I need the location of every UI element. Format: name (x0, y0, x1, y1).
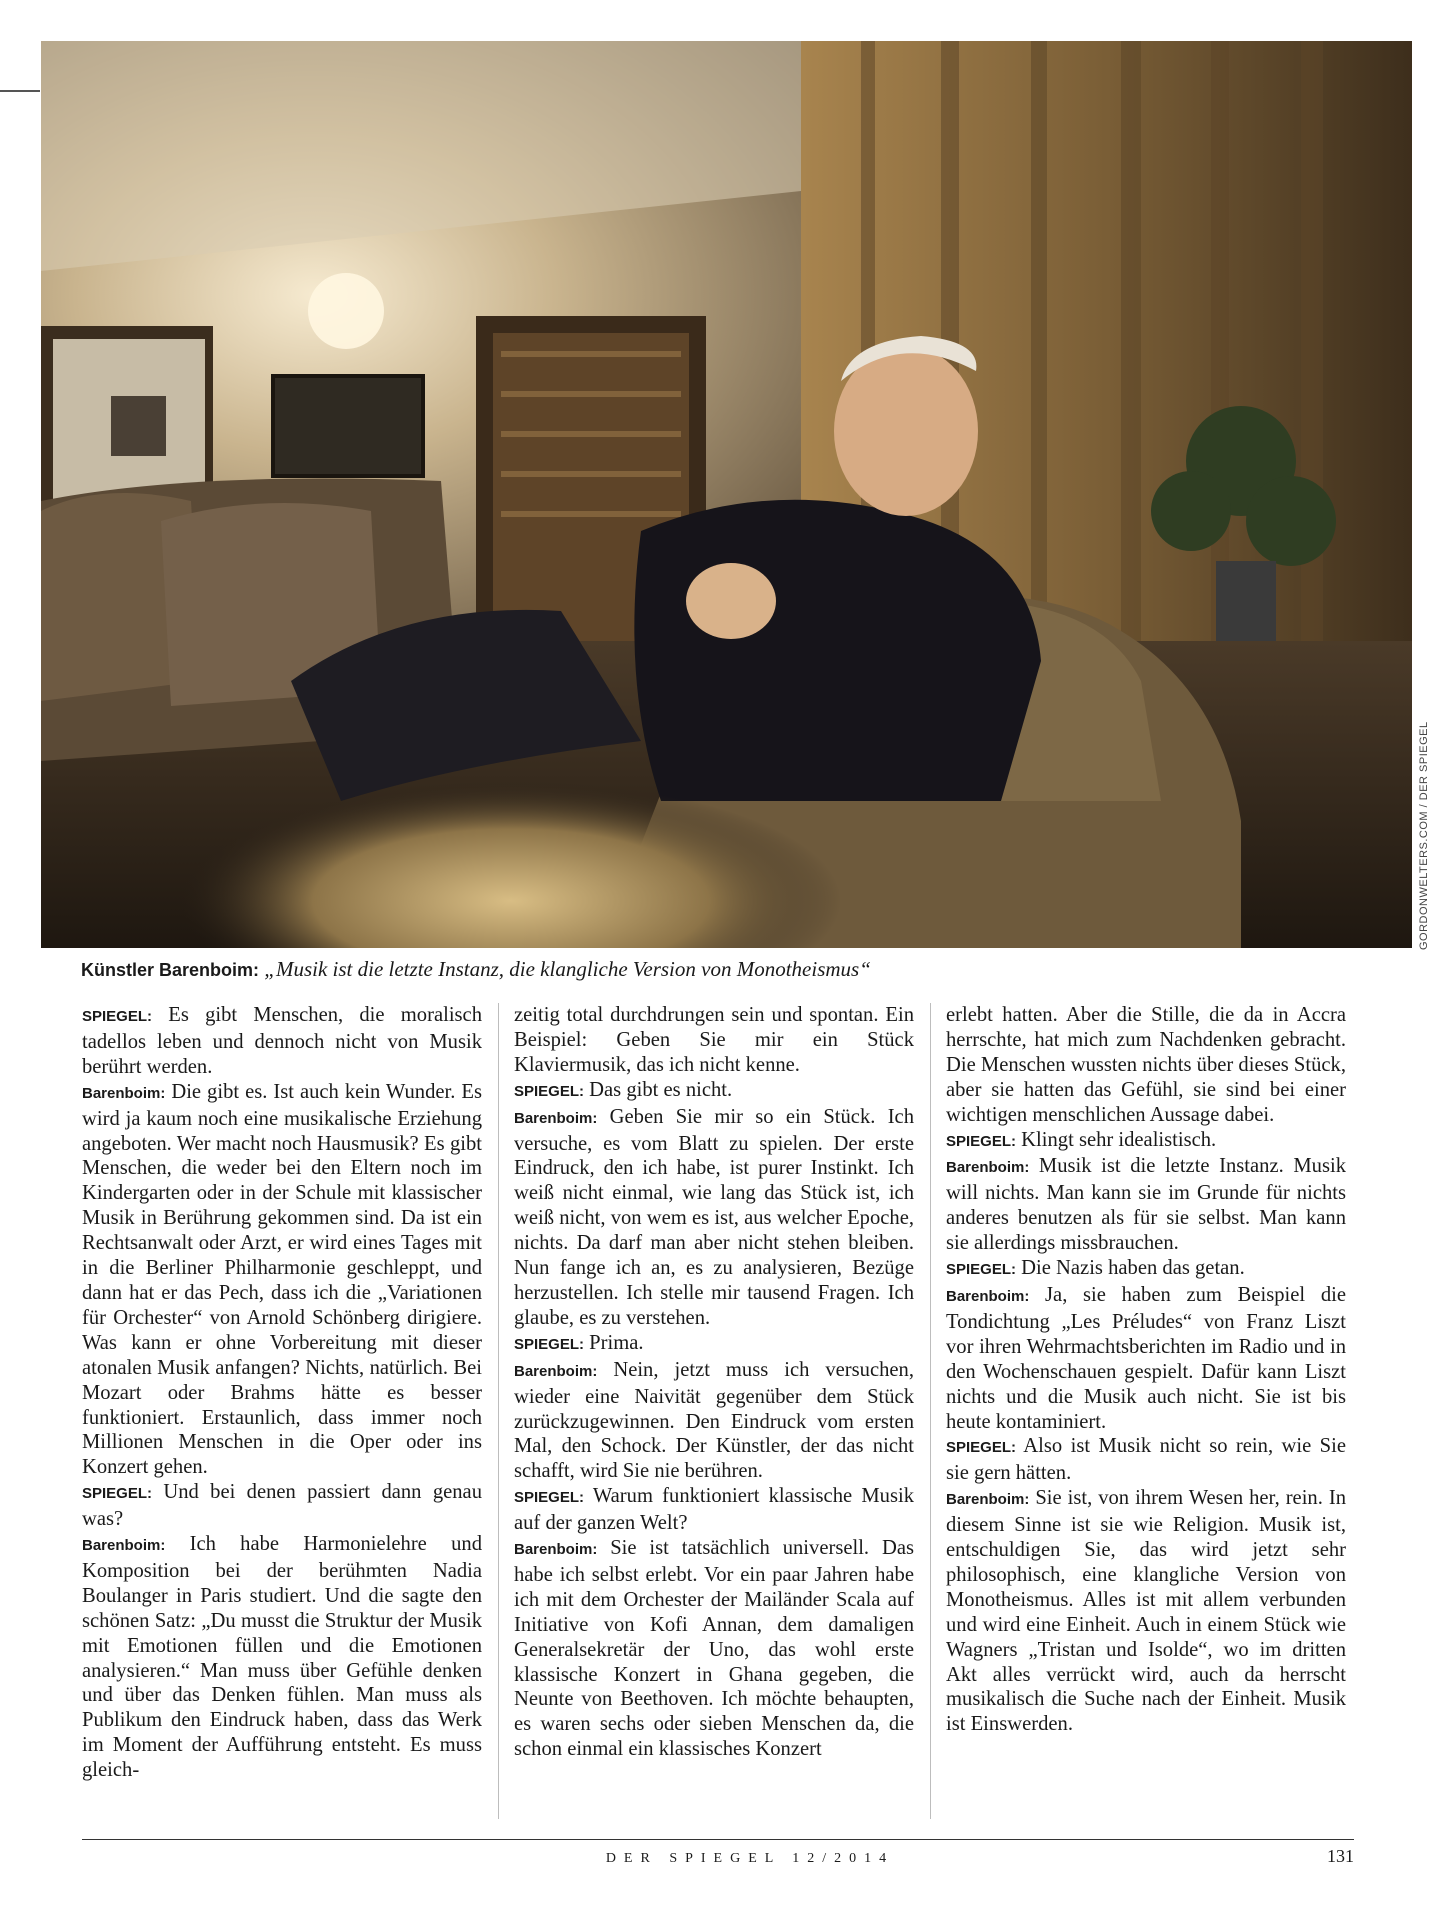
interview-paragraph (946, 1486, 1346, 1737)
speaker-label: Barenboim: (82, 1537, 166, 1555)
paragraph-text: Prima. (584, 1331, 644, 1354)
interview-paragraph (514, 1331, 914, 1358)
caption-quote: „Musik ist die letzte Instanz, die klangliche Version von Monotheismus“ (264, 957, 871, 981)
speaker-label: Barenboim: (514, 1109, 598, 1127)
paragraph-text: Also ist Musik nicht so rein, wie Sie sie gern hätten. (946, 1435, 1346, 1485)
speaker-label: SPIEGEL: (946, 1261, 1017, 1279)
interview-paragraph (946, 1256, 1346, 1283)
footer-magazine: DER SPIEGEL 12/2014 (605, 1851, 895, 1866)
interview-paragraph (946, 1434, 1346, 1486)
speaker-label: SPIEGEL: (514, 1335, 585, 1353)
speaker-label: Barenboim: (514, 1362, 598, 1380)
speaker-label: SPIEGEL: (514, 1489, 585, 1507)
interview-paragraph (946, 1154, 1346, 1256)
text-column-3 (946, 1003, 1346, 1823)
interview-paragraph (514, 1003, 914, 1078)
footer-rule (82, 1839, 1354, 1840)
paragraph-text: Ich habe Harmonielehre und Komposition bei der berühmten Nadia Boulanger in Paris studiert. Und die sagte den schönen Satz: „Du musst die Struktur der Musik mit Emotionen füllen und die Emotionen analysieren.“ Man muss über Gefühle denken und über das Denken fühlen. Man muss als Publikum den Eindruck haben, dass das Werk im Moment der Aufführung entsteht. Es muss gleich- (82, 1533, 482, 1782)
paragraph-text: Es gibt Menschen, die moralisch tadellos leben und dennoch nicht von Musik berührt werden. (82, 1004, 482, 1078)
speaker-label: SPIEGEL: (946, 1439, 1017, 1457)
paragraph-text: Das gibt es nicht. (584, 1078, 733, 1101)
speaker-label: SPIEGEL: (82, 1008, 153, 1025)
paragraph-text: Nein, jetzt muss ich versuchen, wieder eine Naivität gegenüber dem Stück zurückzugewinnen. Den Eindruck vom ersten Mal, den Schock. Der Künstler, der das nicht schafft, wird Sie nie berühren. (514, 1358, 914, 1483)
interview-paragraph (946, 1128, 1346, 1155)
paragraph-text: Warum funktioniert klassische Musik auf der ganzen Welt? (514, 1485, 914, 1535)
interview-paragraph (82, 1532, 482, 1783)
paragraph-text: Ja, sie haben zum Beispiel die Tondichtung „Les Préludes“ von Franz Liszt vor ihren Wehrmachtsberichten im Radio und in den Wochenschauen gespielt. Dafür kann Liszt nichts und die Musik auch nicht. Sie ist bis heute kontaminiert. (946, 1283, 1346, 1433)
paragraph-text: Die gibt es. Ist auch kein Wunder. Es wird ja kaum noch eine musikalische Erziehung angeboten. Wer macht noch Hausmusik? Es gibt Menschen, die weder bei den Eltern noch im Kindergarten oder in der Schule mit klassischer Musik in Berührung gekommen sind. Da ist ein Rechtsanwalt oder Arzt, er wird eines Tages mit in die Berliner Philharmonie geschleppt, und dann hat er das Pech, dass ich die „Variationen für Orchester“ von Arnold Schönberg dirigiere. Was kann er ohne Vorbereitung mit dieser atonalen Musik anfangen? Nichts, natürlich. Bei Mozart oder Brahms hätte es besser funktioniert. Erstaunlich, dass immer noch Millionen Menschen in die Oper oder ins Konzert gehen. (82, 1080, 482, 1479)
speaker-label: SPIEGEL: (946, 1132, 1017, 1150)
text-column-2 (514, 1003, 914, 1823)
paragraph-text: Sie ist tatsächlich universell. Das habe ich selbst erlebt. Vor ein paar Jahren habe ich mit dem Orchester der Mailänder Scala auf Initiative von Kofi Annan, dem damaligen Generalsekretär der Uno, das wohl erste klassische Konzert in Ghana gegeben, die Neunte von Beethoven. Ich möchte behaupten, es waren sechs oder sieben Menschen da, die schon einmal ein klassisches Konzert (514, 1537, 914, 1761)
paragraph-text: Geben Sie mir so ein Stück. Ich versuche, es vom Blatt zu spielen. Der erste Eindruck, den ich habe, ist purer Instinkt. Ich weiß nicht einmal, wie lang das Stück ist, ich weiß nicht, von wem es ist, aus welcher Epoche, nichts. Da darf man aber nicht stehen bleiben. Nun fange ich an, es zu analysieren, Bezüge herzustellen. Ich stelle mir tausend Fragen. Ich glaube, es zu verstehen. (514, 1105, 914, 1329)
interview-paragraph (514, 1484, 914, 1536)
paragraph-text: zeitig total durchdrungen sein und spontan. Ein Beispiel: Geben Sie mir ein Stück Klaviermusik, das ich nicht kenne. (514, 1004, 914, 1076)
interview-paragraph (514, 1358, 914, 1485)
paragraph-text: Die Nazis haben das getan. (1016, 1257, 1245, 1280)
speaker-label: Barenboim: (946, 1287, 1030, 1305)
speaker-label: SPIEGEL: (82, 1485, 153, 1503)
paragraph-text: Sie ist, von ihrem Wesen her, rein. In diesem Sinne ist sie wie Religion. Musik ist, entschuldigen Sie, das wird jetzt sehr philosophisch, eine klangliche Version von Monotheismus. Alles ist mit allem verbunden und wird eine Einheit. Auch in einem Stück wie Wagners „Tristan und Isolde“, wo im dritten Akt alles verrückt wird, auch da herrscht musikalisch die Suche nach der Einheit. Musik ist Einswerden. (946, 1487, 1346, 1736)
text-column-1 (82, 1003, 482, 1823)
speaker-label: Barenboim: (514, 1541, 598, 1559)
paragraph-text: erlebt hatten. Aber die Stille, die da in Accra herrschte, hat mich zum Nachdenken gebracht. Die Menschen wussten nichts über dieses Stück, aber sie hatten das Gefühl, sie sind bei einer wichtigen menschlichen Aussage dabei. (946, 1004, 1346, 1126)
speaker-label: Barenboim: (946, 1159, 1030, 1177)
edge-rule (0, 90, 40, 92)
interview-photo (41, 41, 1412, 948)
interview-paragraph (82, 1080, 482, 1481)
caption-label: Künstler Barenboim: (81, 960, 260, 980)
speaker-label: SPIEGEL: (514, 1082, 585, 1100)
interview-paragraph (946, 1003, 1346, 1128)
column-divider (498, 1003, 499, 1819)
photo-illustration (41, 41, 1412, 948)
paragraph-text: Musik ist die letzte Instanz. Musik will nichts. Man kann sie im Grunde für nichts anderes benutzen als für sie selbst. Man kann sie allerdings missbrauchen. (946, 1155, 1346, 1255)
interview-paragraph (514, 1536, 914, 1762)
column-divider (930, 1003, 931, 1819)
page-number: 131 (1327, 1846, 1354, 1866)
interview-paragraph (82, 1480, 482, 1532)
interview-paragraph (82, 1003, 482, 1080)
interview-paragraph (946, 1283, 1346, 1434)
paragraph-text: Klingt sehr idealistisch. (1016, 1128, 1217, 1151)
interview-paragraph (514, 1105, 914, 1331)
photo-caption (81, 956, 1381, 982)
speaker-label: Barenboim: (946, 1491, 1030, 1509)
paragraph-text: Und bei denen passiert dann genau was? (82, 1481, 482, 1531)
interview-paragraph (514, 1078, 914, 1105)
speaker-label: Barenboim: (82, 1084, 166, 1102)
